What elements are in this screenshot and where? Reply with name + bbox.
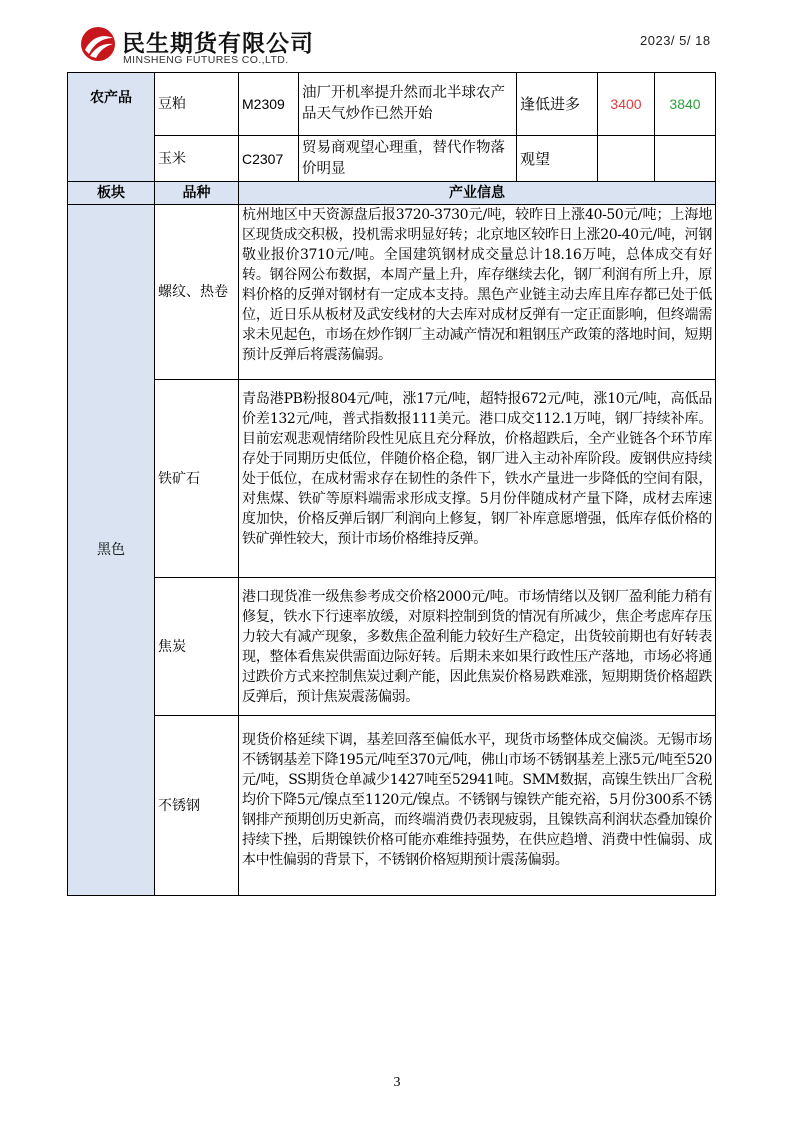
price-low-cell: 3400 (598, 73, 655, 136)
variety-cell: 玉米 (155, 136, 239, 182)
info-cell: 杭州地区中天资源盘后报3720-3730元/吨，较昨日上涨40-50元/吨；上海地区现货成交积极，投机需求明显好转；北京地区较昨日上涨20-40元/吨，河钢敬业报价3710元/吨。全国建筑钢材成交量总计18.16万吨，总体成交有好转。钢谷网公布数据，本周产量上升，库存继续去化，钢厂利润有所上升，原料价格的反弹对钢材有一定成本支持。黑色产业链主动去库且库存都已处于低位，近日乐从板材及武安线材的大去库对成材反弹有一定正面影响，但终端需求未见起色，市场在炒作钢厂主动减产情况和粗钢压产政策的落地时间，短期预计反弹后将震荡偏弱。 (239, 205, 716, 380)
price-low-cell (598, 136, 655, 182)
info-cell: 青岛港PB粉报804元/吨，涨17元/吨，超特报672元/吨，涨10元/吨，高低品价差132元/吨，普式指数报111美元。港口成交112.1万吨，钢厂持续补库。目前宏观悲观情绪阶段性见底且充分释放，价格超跌后，全产业链各个环节库存处于同期历史低位，伴随价格企稳，钢厂进入主动补库阶段。废钢供应持续处于低位，在成材需求存在韧性的条件下，铁水产量进一步降低的空间有限，对焦煤、铁矿等原料端需求形成支撑。5月份伴随成材产量下降，成材去库速度加快，价格反弹后钢厂利润向上修复，钢厂补库意愿增强，低库存低价格的铁矿弹性较大，预计市场价格维持反弹。 (239, 380, 716, 578)
header-variety: 品种 (155, 182, 239, 205)
company-name-en: MINSHENG FUTURES CO.,LTD. (123, 54, 289, 66)
variety-cell: 焦炭 (155, 578, 239, 716)
table-row (68, 73, 716, 136)
contract-cell: C2307 (239, 136, 299, 182)
info-cell: 油厂开机率提升然而北半球农产品天气炒作已然开始 (299, 73, 517, 136)
table-row (68, 716, 716, 896)
header-sector: 板块 (68, 182, 155, 205)
view-cell: 观望 (517, 136, 598, 182)
variety-cell: 不锈钢 (155, 716, 239, 896)
sector-cell-agri: 农产品 (68, 73, 155, 182)
variety-cell: 螺纹、热卷 (155, 205, 239, 380)
company-name-cn: 民生期货有限公司 (122, 31, 314, 57)
info-cell: 现货价格延续下调，基差回落至偏低水平，现货市场整体成交偏淡。无锡市场不锈钢基差下降195元/吨至370元/吨，佛山市场不锈钢基差上涨5元/吨至520元/吨，SS期货仓单减少1427吨至52941吨。SMM数据，高镍生铁出厂含税均价下降5元/镍点至1120元/镍点。不锈钢与镍铁产能充裕，5月份300系不锈钢排产预期创历史新高，而终端消费仍表现疲弱，且镍铁高利润状态叠加镍价持续下挫，后期镍铁价格可能亦难维持强势，在供应趋增、消费中性偏弱、成本中性偏弱的背景下，不锈钢价格短期预计震荡偏弱。 (239, 716, 716, 896)
table-header-row (68, 182, 716, 205)
table-row (68, 205, 716, 380)
price-high-cell (655, 136, 716, 182)
table-row (68, 578, 716, 716)
sector-cell-black: 黑色 (68, 205, 155, 896)
variety-cell: 铁矿石 (155, 380, 239, 578)
contract-cell: M2309 (239, 73, 299, 136)
commodity-table (67, 72, 716, 896)
view-cell: 逢低进多 (517, 73, 598, 136)
info-cell: 贸易商观望心理重，替代作物落价明显 (299, 136, 517, 182)
price-high-cell: 3840 (655, 73, 716, 136)
table-row (68, 380, 716, 578)
report-date: 2023/ 5/ 18 (640, 33, 711, 48)
header-info: 产业信息 (239, 182, 716, 205)
page-header (0, 0, 794, 70)
minsheng-logo-icon (80, 26, 116, 62)
page-number: 3 (393, 1075, 401, 1090)
variety-cell: 豆粕 (155, 73, 239, 136)
table-row (68, 136, 716, 182)
info-cell: 港口现货准一级焦参考成交价格2000元/吨。市场情绪以及钢厂盈利能力稍有修复，铁水下行速率放缓，对原料控制到货的情况有所减少，焦企考虑库存压力较大有减产现象，多数焦企盈利能力较好生产稳定，出货较前期也有好转表现，整体看焦炭供需面边际好转。后期未来如果行政性压产落地，市场必将通过跌价方式来控制焦炭过剩产能，因此焦炭价格易跌难涨，短期期货价格超跌反弹后，预计焦炭震荡偏弱。 (239, 578, 716, 716)
